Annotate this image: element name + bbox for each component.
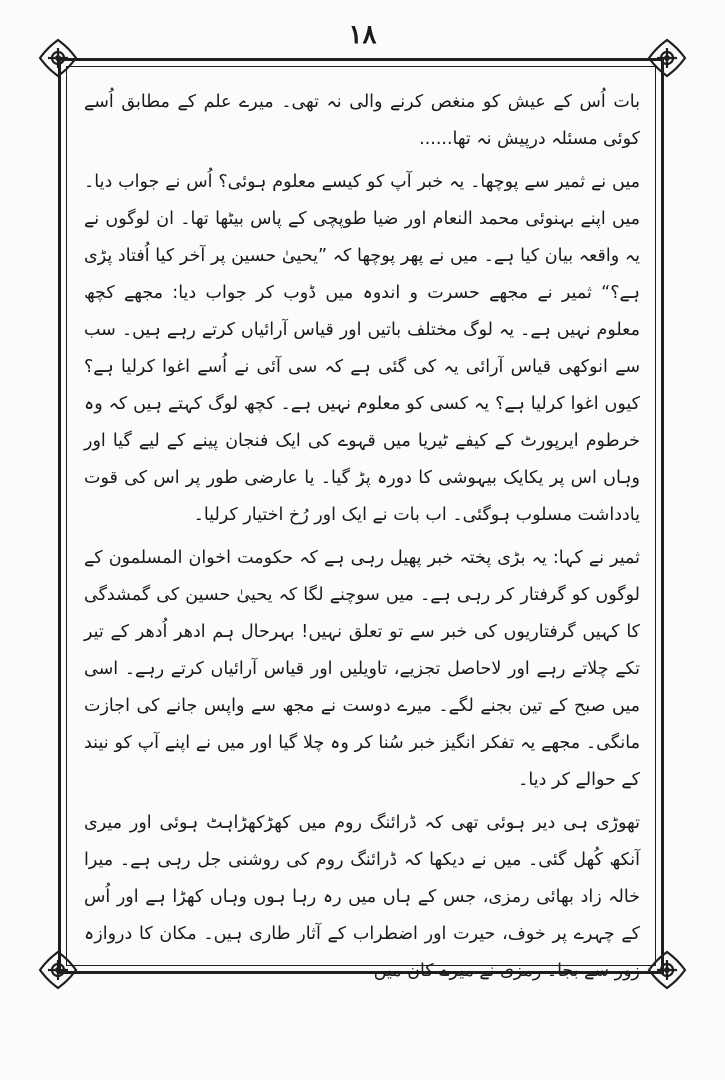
ornament-corner-icon — [36, 36, 80, 80]
paragraph: ثمیر نے کہا: یہ بڑی پختہ خبر پھیل رہی ہے کہ حکومت اخوان المسلمون کے لوگوں کو گرفتار کر رہی ہے۔ میں سوچنے لگا کہ یحییٰ حسین کی گمشدگی کا کہیں گرفتاریوں کی خبر سے تو تعلق نہیں! بہرحال ہم ادھر اُدھر کے تیر تکے چلاتے رہے اور لاحاصل تجزیے، تاویلیں اور قیاس آرائیاں کرتے رہے۔ اسی میں صبح کے تین بجنے لگے۔ میرے دوست نے مجھ سے واپس جانے کی اجازت مانگی۔ مجھے یہ تفکر انگیز خبر سُنا کر وہ چلا گیا اور میں نے اپنے آپ کو نیند کے حوالے کر دیا۔ — [84, 548, 640, 790]
paragraph: میں نے ثمیر سے پوچھا۔ یہ خبر آپ کو کیسے معلوم ہوئی؟ اُس نے جواب دیا۔ میں اپنے بہنوئی محمد النعام اور ضیا طوپچی کے پاس بیٹھا تھا۔ ان لوگوں نے یہ واقعہ بیان کیا ہے۔ میں نے پھر پوچھا کہ ”یحییٰ حسین پر آخر کیا اُفتاد پڑی ہے؟“ ثمیر نے مجھے حسرت و اندوہ میں ڈوب کر جواب دیا: مجھے کچھ معلوم نہیں ہے۔ یہ لوگ مختلف باتیں اور قیاس آرائیاں کرتے رہے ہیں۔ سب سے انوکھی قیاس آرائی یہ کی گئی ہے کہ سی آئی نے اُسے اغوا کرلیا ہے؟ کیوں اغوا کرلیا ہے؟ یہ کسی کو معلوم نہیں ہے۔ کچھ لوگ کہتے ہیں کہ وہ خرطوم ایرپورٹ کے کیفے ٹیریا میں قہوے کی ایک فنجان پینے کے لیے گیا اور وہاں اس پر یکایک بیہوشی کا دورہ پڑ گیا۔ یا عارضی طور پر اس کی قوت یادداشت مسلوب ہوگئی۔ اب بات نے ایک اور رُخ اختیار کرلیا۔ — [84, 172, 640, 525]
urdu-text-body — [84, 84, 640, 996]
paragraph: تھوڑی ہی دیر ہوئی تھی کہ ڈرائنگ روم میں کھڑکھڑاہٹ ہوئی اور میری آنکھ کُھل گئی۔ میں نے دیکھا کہ ڈرائنگ روم کی روشنی جل رہی ہے۔ میرا خالہ زاد بھائی رمزی، جس کے ہاں میں رہ رہا ہوں وہاں کھڑا ہے اور اُس کے چہرے پر خوف، حیرت اور اضطراب کے آثار طاری ہیں۔ مکان کا دروازہ زور سے بجا۔ رمزی نے میرے کان میں — [84, 813, 640, 981]
ornament-corner-icon — [645, 36, 689, 80]
ornament-corner-icon — [645, 948, 689, 992]
page-number: ١٨ — [348, 20, 377, 50]
ornament-corner-icon — [36, 948, 80, 992]
paragraph: بات اُس کے عیش کو منغص کرنے والی نہ تھی۔ میرے علم کے مطابق اُسے کوئی مسئلہ درپیش نہ تھا...... — [84, 92, 640, 149]
